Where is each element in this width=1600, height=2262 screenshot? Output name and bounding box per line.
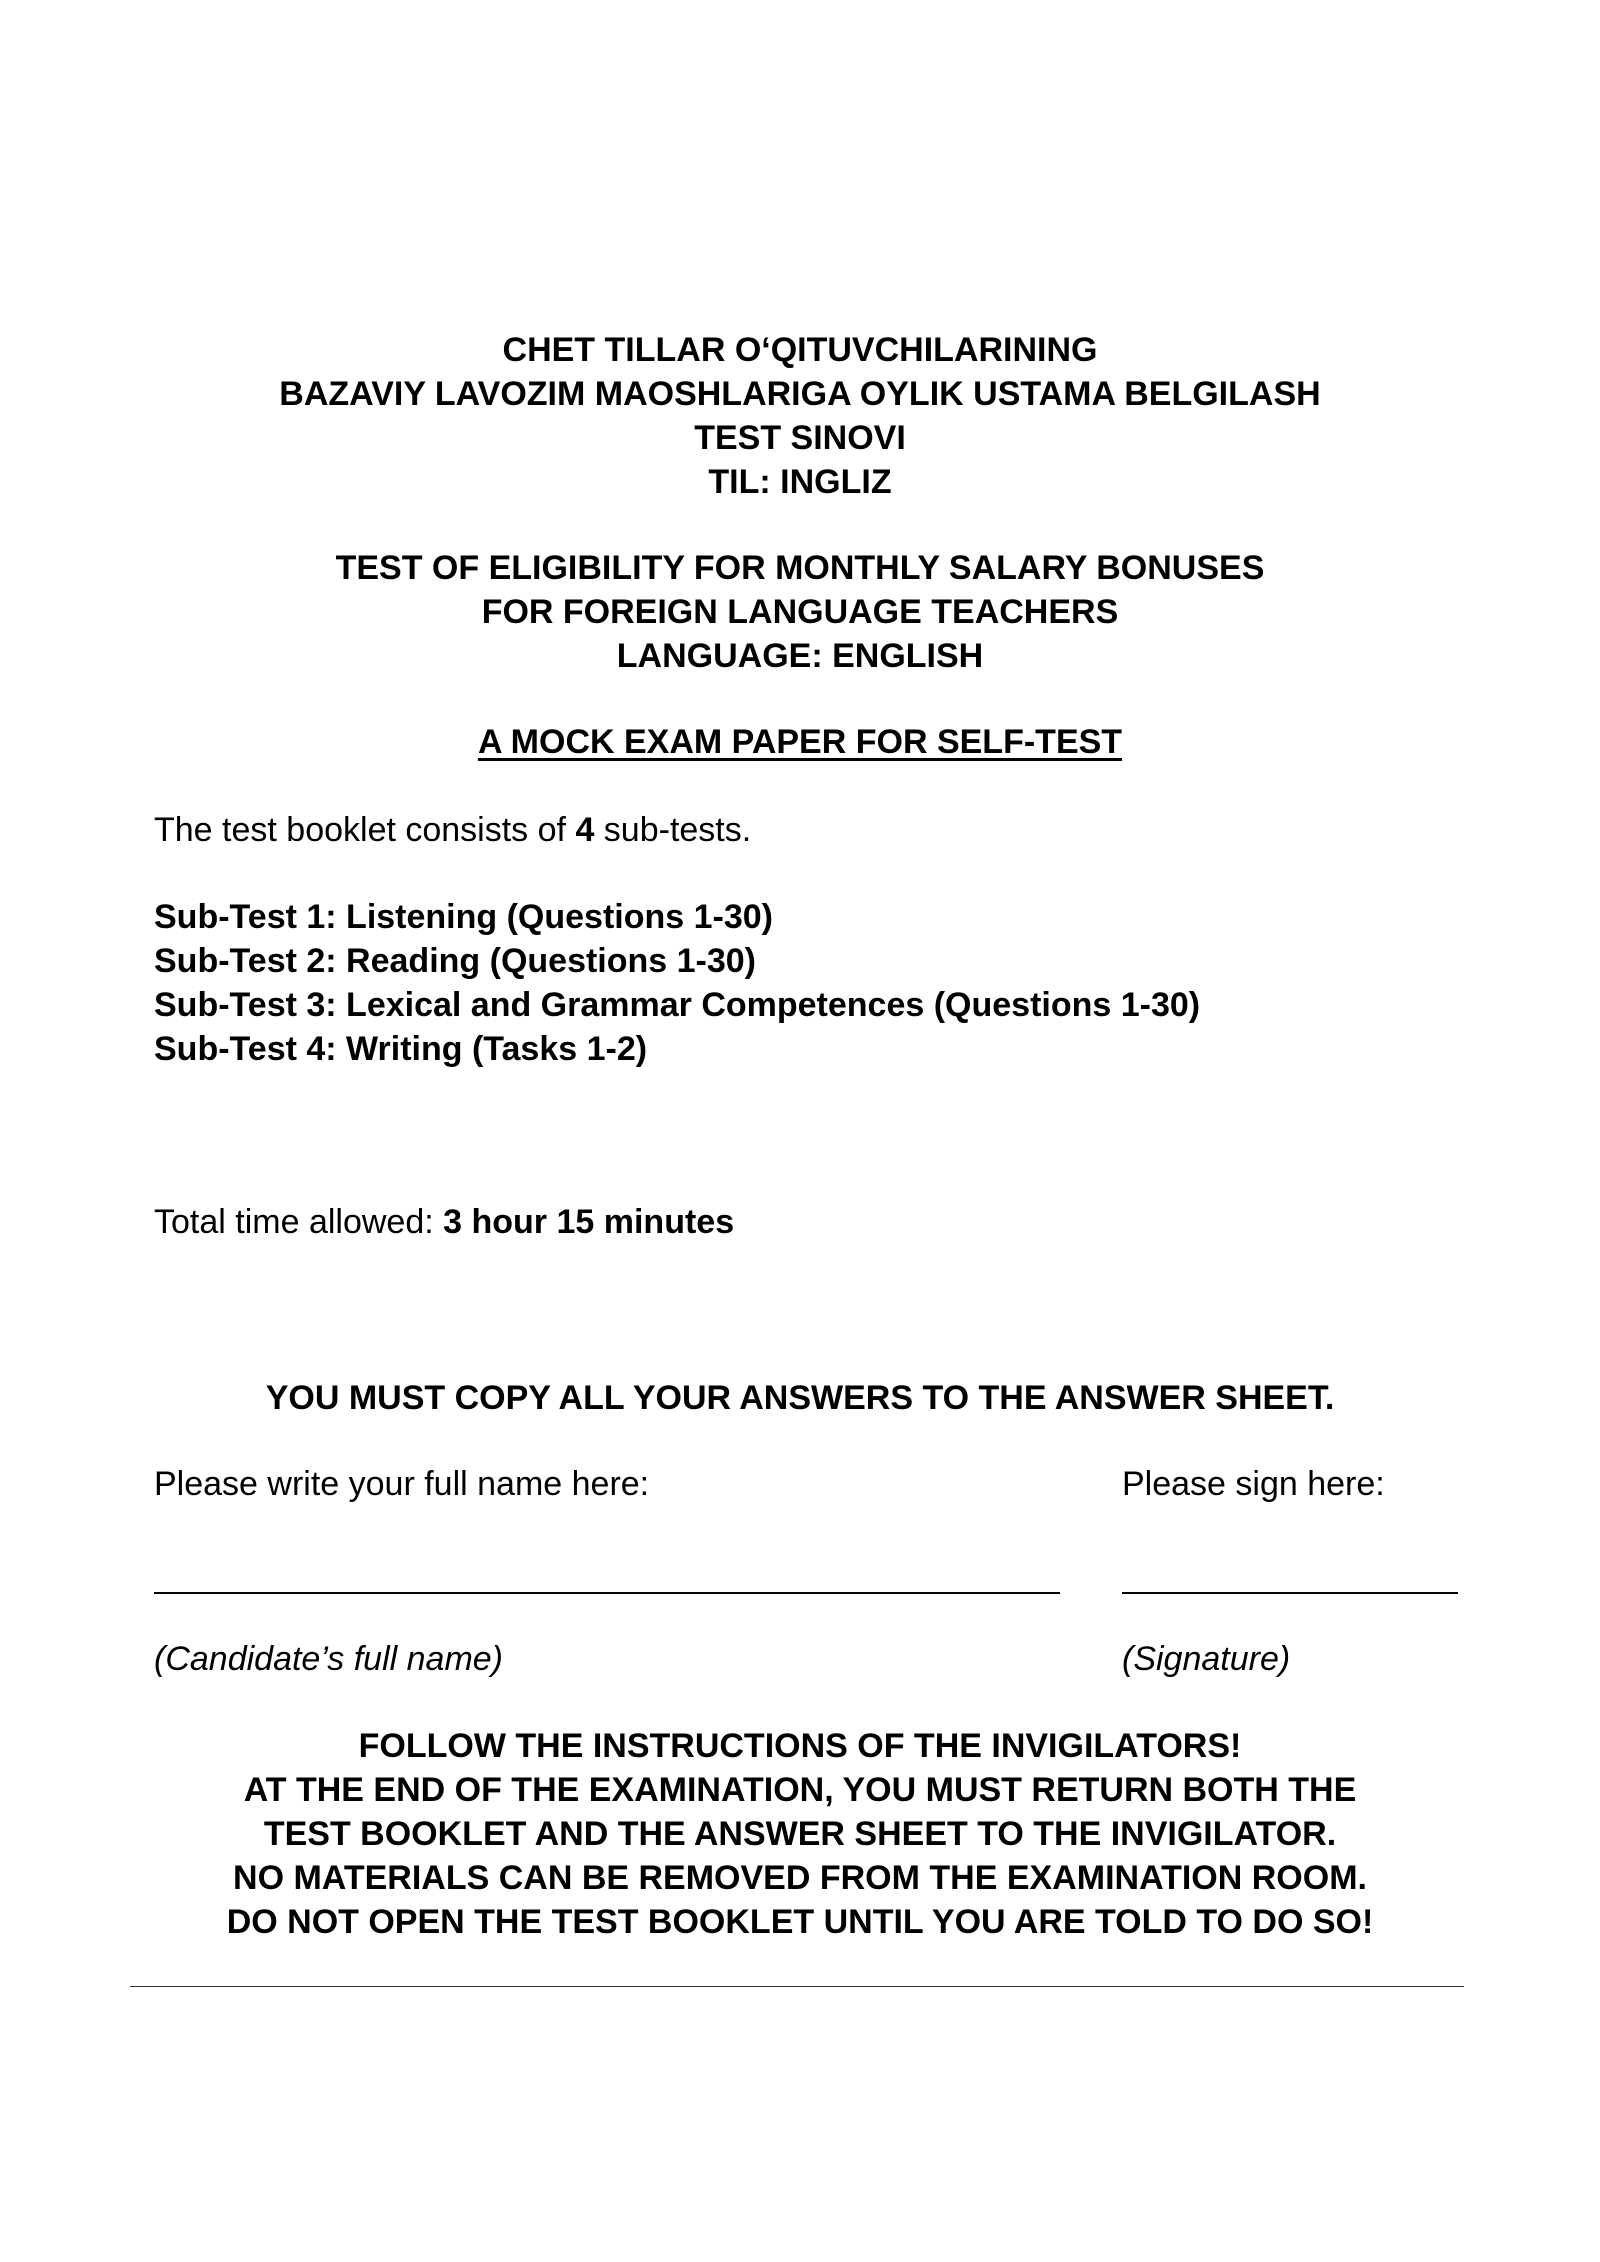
instruction-line: TEST BOOKLET AND THE ANSWER SHEET TO THE INVIGILATOR. — [263, 1815, 1337, 1853]
signature-field[interactable] — [1122, 1592, 1458, 1594]
english-title-line: TEST OF ELIGIBILITY FOR MONTHLY SALARY BONUSES — [335, 549, 1265, 587]
subtest-list — [154, 895, 1200, 1071]
time-label: Total time allowed: — [154, 1203, 444, 1241]
intro-suffix: sub-tests. — [594, 811, 752, 849]
subtest-count: 4 — [575, 811, 595, 849]
english-title-line: LANGUAGE: ENGLISH — [616, 637, 984, 675]
subtest-item: Sub-Test 4: Writing (Tasks 1-2) — [154, 1030, 648, 1068]
signature-caption: (Signature) — [1122, 1640, 1291, 1678]
invigilator-instructions — [0, 1724, 1600, 1944]
uzbek-title-line: TIL: INGLIZ — [708, 463, 892, 501]
instruction-line: DO NOT OPEN THE TEST BOOKLET UNTIL YOU ARE TOLD TO DO SO! — [226, 1903, 1374, 1941]
subtest-item: Sub-Test 2: Reading (Questions 1-30) — [154, 942, 757, 980]
uzbek-title-line: TEST SINOVI — [694, 419, 906, 457]
english-title-line: FOR FOREIGN LANGUAGE TEACHERS — [481, 593, 1119, 631]
instruction-line: FOLLOW THE INSTRUCTIONS OF THE INVIGILATORS! — [358, 1727, 1242, 1765]
copy-answers-notice: YOU MUST COPY ALL YOUR ANSWERS TO THE ANSWER SHEET. — [265, 1379, 1335, 1417]
full-name-caption: (Candidate’s full name) — [154, 1640, 503, 1678]
sign-prompt: Please sign here: — [1122, 1465, 1385, 1503]
instruction-line: NO MATERIALS CAN BE REMOVED FROM THE EXAMINATION ROOM. — [233, 1859, 1367, 1897]
subtest-item: Sub-Test 3: Lexical and Grammar Competences (Questions 1-30) — [154, 986, 1201, 1024]
full-name-field[interactable] — [154, 1592, 1060, 1594]
uzbek-title-line: BAZAVIY LAVOZIM MAOSHLARIGA OYLIK USTAMA BELGILASH — [279, 375, 1321, 413]
intro-prefix: The test booklet consists of — [154, 811, 576, 849]
subtest-item: Sub-Test 1: Listening (Questions 1-30) — [154, 898, 773, 936]
time-allowed — [154, 1200, 734, 1244]
instruction-line: AT THE END OF THE EXAMINATION, YOU MUST RETURN BOTH THE — [243, 1771, 1357, 1809]
booklet-intro — [154, 808, 751, 852]
uzbek-title-line: CHET TILLAR O‘QITUVCHILARINING — [502, 331, 1098, 369]
bottom-divider — [130, 1986, 1464, 1987]
name-prompt: Please write your full name here: — [154, 1465, 650, 1503]
time-value: 3 hour 15 minutes — [443, 1203, 735, 1241]
mock-exam-title: A MOCK EXAM PAPER FOR SELF-TEST — [477, 723, 1123, 761]
uzbek-title-block — [0, 328, 1600, 504]
english-title-block — [0, 546, 1600, 678]
